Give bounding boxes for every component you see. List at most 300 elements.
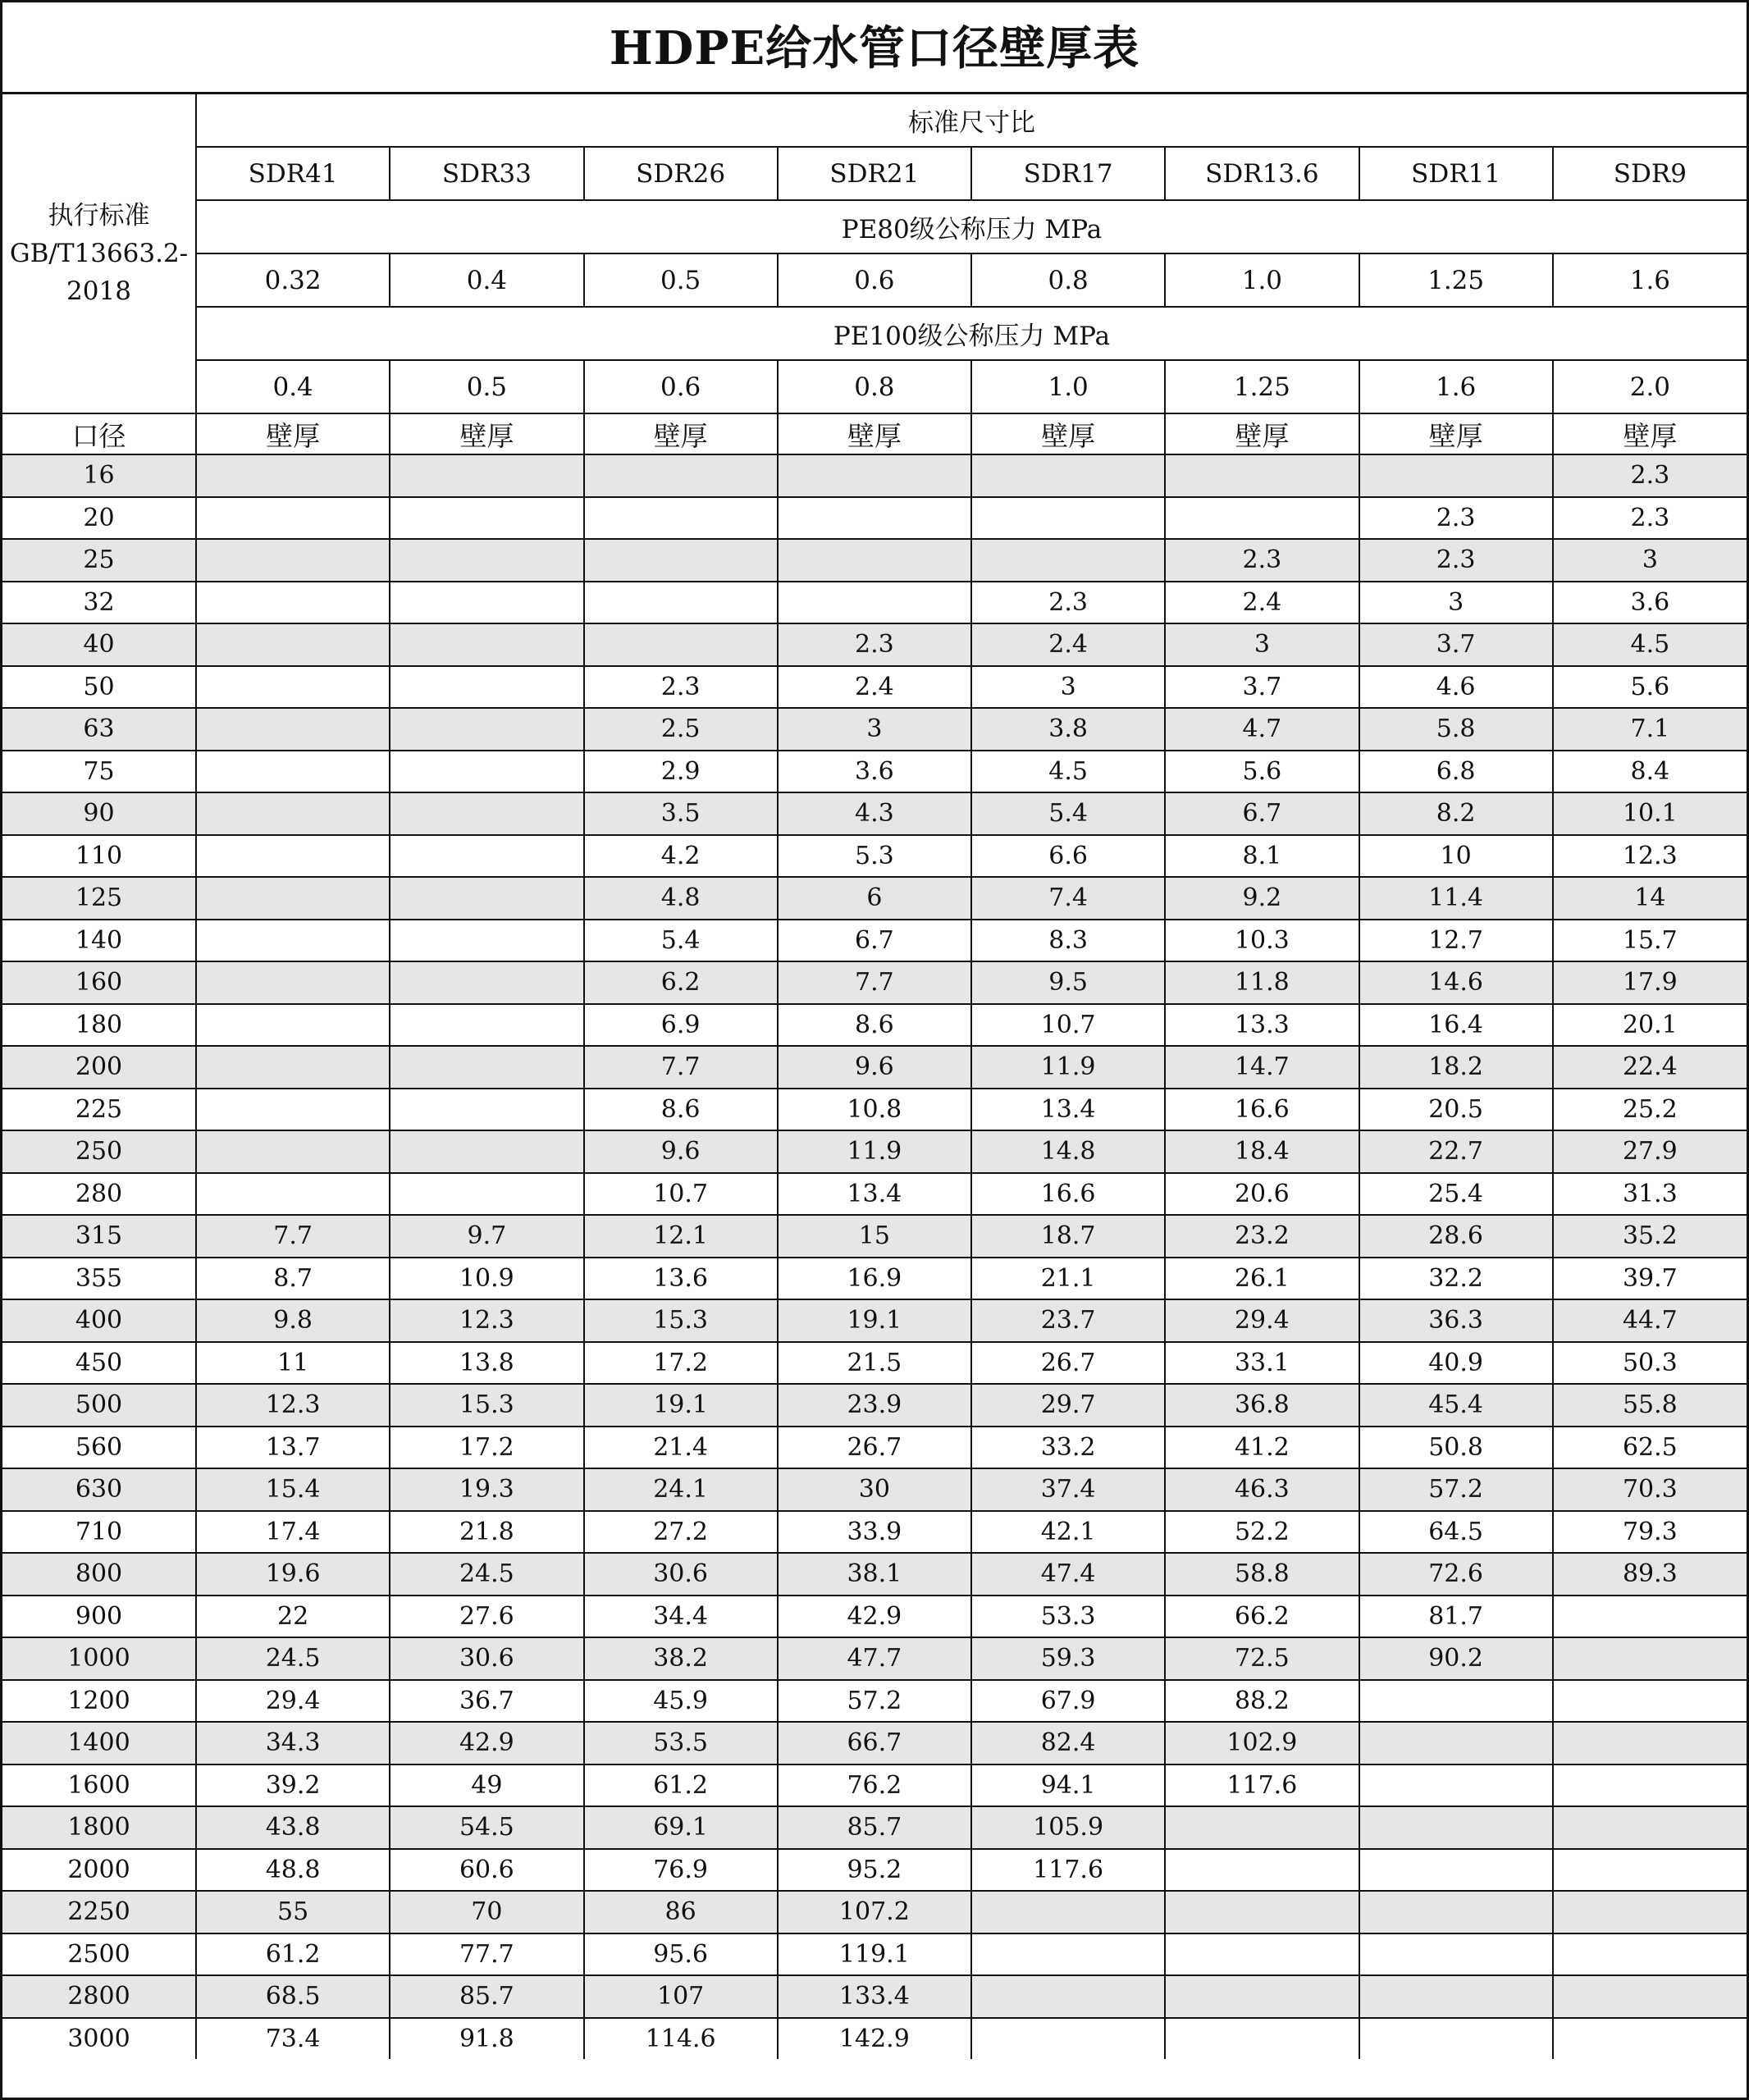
table-row	[2, 920, 1747, 962]
pe100-pressure-cell: 0.8	[778, 360, 971, 413]
thickness-cell: 2.3	[1553, 454, 1747, 497]
pe80-pressure-cell: 0.5	[584, 253, 778, 307]
thickness-cell: 8.4	[1553, 751, 1747, 793]
thickness-cell	[971, 539, 1165, 582]
table-row	[2, 623, 1747, 666]
thickness-cell: 22.7	[1359, 1130, 1553, 1173]
table-row	[2, 1468, 1747, 1511]
thickness-cell: 44.7	[1553, 1299, 1747, 1342]
thickness-cell	[584, 454, 778, 497]
thickness-cell: 82.4	[971, 1722, 1165, 1764]
thickness-cell	[196, 582, 390, 624]
thickness-cell: 3	[778, 708, 971, 751]
thickness-cell: 29.7	[971, 1384, 1165, 1427]
thickness-cell: 27.9	[1553, 1130, 1747, 1173]
thickness-cell: 117.6	[1165, 1764, 1359, 1807]
thickness-cell	[1359, 1849, 1553, 1892]
thickness-cell	[196, 708, 390, 751]
thickness-cell	[390, 751, 583, 793]
thickness-cell	[1553, 1764, 1747, 1807]
standard-cell	[2, 94, 196, 413]
thickness-cell: 23.2	[1165, 1215, 1359, 1258]
thickness-cell: 26.7	[971, 1342, 1165, 1385]
thickness-cell: 59.3	[971, 1637, 1165, 1680]
thickness-cell	[1165, 1891, 1359, 1933]
thickness-cell: 119.1	[778, 1933, 971, 1976]
table-row	[2, 961, 1747, 1004]
thickness-cell	[1553, 1975, 1747, 2018]
thickness-cell: 29.4	[196, 1680, 390, 1723]
thickness-cell: 19.6	[196, 1553, 390, 1596]
thickness-cell: 4.3	[778, 792, 971, 835]
thickness-cell: 9.5	[971, 961, 1165, 1004]
thickness-cell	[1553, 1891, 1747, 1933]
thickness-cell: 26.1	[1165, 1258, 1359, 1300]
table-row	[2, 1637, 1747, 1680]
pe100-row	[2, 360, 1747, 413]
diameter-cell: 500	[2, 1384, 196, 1427]
thickness-cell: 17.4	[196, 1511, 390, 1554]
diameter-label: 口径	[2, 413, 196, 454]
table-row	[2, 666, 1747, 709]
table-row	[2, 2018, 1747, 2060]
pe80-pressure-cell: 1.25	[1359, 253, 1553, 307]
thickness-cell	[196, 751, 390, 793]
sdr-group-row	[2, 94, 1747, 147]
thickness-cell: 2.4	[971, 623, 1165, 666]
thickness-cell: 45.4	[1359, 1384, 1553, 1427]
thickness-cell: 53.5	[584, 1722, 778, 1764]
thickness-cell	[390, 497, 583, 540]
thickness-cell: 88.2	[1165, 1680, 1359, 1723]
table-row	[2, 877, 1747, 920]
thickness-cell: 12.1	[584, 1215, 778, 1258]
thickness-cell: 30.6	[390, 1637, 583, 1680]
thickness-cell	[1165, 497, 1359, 540]
thickness-cell: 4.8	[584, 877, 778, 920]
table-row	[2, 1806, 1747, 1849]
thickness-cell: 107	[584, 1975, 778, 2018]
thickness-cell	[196, 877, 390, 920]
thickness-cell: 30.6	[584, 1553, 778, 1596]
table-row	[2, 1299, 1747, 1342]
thickness-cell: 27.2	[584, 1511, 778, 1554]
thickness-cell: 39.2	[196, 1764, 390, 1807]
thickness-cell: 10.9	[390, 1258, 583, 1300]
diameter-cell: 180	[2, 1004, 196, 1047]
thickness-cell: 27.6	[390, 1596, 583, 1638]
thickness-label: 壁厚	[1359, 413, 1553, 454]
pe80-pressure-cell: 0.8	[971, 253, 1165, 307]
thickness-cell: 17.2	[584, 1342, 778, 1385]
thickness-cell: 2.3	[584, 666, 778, 709]
thickness-cell	[1165, 454, 1359, 497]
page-title: HDPE给水管口径壁厚表	[2, 2, 1747, 94]
thickness-cell: 13.7	[196, 1427, 390, 1469]
thickness-cell	[971, 1891, 1165, 1933]
thickness-cell: 57.2	[778, 1680, 971, 1723]
thickness-cell: 94.1	[971, 1764, 1165, 1807]
diameter-cell: 800	[2, 1553, 196, 1596]
table-row	[2, 1384, 1747, 1427]
thickness-cell: 114.6	[584, 2018, 778, 2060]
thickness-cell	[1359, 1722, 1553, 1764]
thickness-cell	[390, 582, 583, 624]
thickness-cell: 16.4	[1359, 1004, 1553, 1047]
diameter-cell: 63	[2, 708, 196, 751]
thickness-cell: 2.3	[1359, 497, 1553, 540]
table-row	[2, 1680, 1747, 1723]
thickness-cell	[196, 454, 390, 497]
table-row	[2, 1553, 1747, 1596]
thickness-cell	[390, 623, 583, 666]
diameter-cell: 1400	[2, 1722, 196, 1764]
diameter-cell: 32	[2, 582, 196, 624]
thickness-cell: 40.9	[1359, 1342, 1553, 1385]
thickness-cell: 11.4	[1359, 877, 1553, 920]
thickness-cell: 67.9	[971, 1680, 1165, 1723]
thickness-cell: 18.2	[1359, 1046, 1553, 1089]
pe80-pressure-cell: 0.32	[196, 253, 390, 307]
thickness-cell: 2.3	[1359, 539, 1553, 582]
pe80-label-row	[2, 200, 1747, 253]
thickness-cell	[1553, 1933, 1747, 1976]
thickness-cell: 16.6	[971, 1173, 1165, 1216]
pe100-label: PE100级公称压力 MPa	[196, 307, 1747, 360]
thickness-label: 壁厚	[1165, 413, 1359, 454]
thickness-cell: 13.3	[1165, 1004, 1359, 1047]
diameter-cell: 160	[2, 961, 196, 1004]
thickness-cell: 85.7	[390, 1975, 583, 2018]
thickness-cell: 3	[1359, 582, 1553, 624]
diameter-cell: 40	[2, 623, 196, 666]
thickness-cell	[196, 1046, 390, 1089]
thickness-cell	[1165, 1849, 1359, 1892]
thickness-cell	[390, 454, 583, 497]
thickness-cell	[971, 454, 1165, 497]
thickness-cell: 7.4	[971, 877, 1165, 920]
thickness-label: 壁厚	[778, 413, 971, 454]
thickness-cell: 25.4	[1359, 1173, 1553, 1216]
thickness-cell: 19.1	[778, 1299, 971, 1342]
thickness-cell: 41.2	[1165, 1427, 1359, 1469]
pe100-pressure-cell: 1.6	[1359, 360, 1553, 413]
thickness-cell	[778, 497, 971, 540]
thickness-cell: 70.3	[1553, 1468, 1747, 1511]
table-row	[2, 792, 1747, 835]
thickness-label: 壁厚	[390, 413, 583, 454]
sdr-cell: SDR26	[584, 147, 778, 200]
pe100-pressure-cell: 0.6	[584, 360, 778, 413]
thickness-cell: 10.7	[971, 1004, 1165, 1047]
sdr-cell: SDR9	[1553, 147, 1747, 200]
thickness-cell	[1553, 1596, 1747, 1638]
thickness-cell: 6	[778, 877, 971, 920]
thickness-cell: 66.7	[778, 1722, 971, 1764]
thickness-cell: 30	[778, 1468, 971, 1511]
thickness-cell: 2.9	[584, 751, 778, 793]
table-row	[2, 1764, 1747, 1807]
thickness-cell: 18.4	[1165, 1130, 1359, 1173]
thickness-cell: 33.9	[778, 1511, 971, 1554]
standard-code: GB/T13663.2-	[9, 239, 189, 268]
thickness-cell: 13.4	[778, 1173, 971, 1216]
table-row	[2, 835, 1747, 878]
thickness-cell	[390, 877, 583, 920]
table-row	[2, 497, 1747, 540]
thickness-cell: 15.7	[1553, 920, 1747, 962]
thickness-cell: 16.6	[1165, 1089, 1359, 1131]
thickness-cell: 24.5	[196, 1637, 390, 1680]
diameter-cell: 2000	[2, 1849, 196, 1892]
thickness-cell: 64.5	[1359, 1511, 1553, 1554]
table-row	[2, 751, 1747, 793]
diameter-cell: 450	[2, 1342, 196, 1385]
thickness-cell: 12.3	[1553, 835, 1747, 878]
thickness-cell: 16.9	[778, 1258, 971, 1300]
thickness-cell: 4.7	[1165, 708, 1359, 751]
diameter-cell: 710	[2, 1511, 196, 1554]
thickness-cell: 91.8	[390, 2018, 583, 2060]
diameter-cell: 200	[2, 1046, 196, 1089]
thickness-cell	[1359, 1806, 1553, 1849]
thickness-cell	[584, 582, 778, 624]
thickness-cell	[196, 792, 390, 835]
thickness-cell: 19.3	[390, 1468, 583, 1511]
thickness-cell	[778, 454, 971, 497]
thickness-cell	[196, 666, 390, 709]
table-row	[2, 1891, 1747, 1933]
thickness-cell: 38.2	[584, 1637, 778, 1680]
thickness-cell: 45.9	[584, 1680, 778, 1723]
pe80-pressure-cell: 1.0	[1165, 253, 1359, 307]
thickness-cell: 31.3	[1553, 1173, 1747, 1216]
thickness-cell: 9.2	[1165, 877, 1359, 920]
thickness-cell: 5.3	[778, 835, 971, 878]
pe100-pressure-cell: 2.0	[1553, 360, 1747, 413]
table-row	[2, 708, 1747, 751]
thickness-cell: 7.7	[196, 1215, 390, 1258]
thickness-cell	[1553, 1849, 1747, 1892]
thickness-cell: 10.8	[778, 1089, 971, 1131]
thickness-cell: 6.2	[584, 961, 778, 1004]
diameter-cell: 3000	[2, 2018, 196, 2060]
thickness-cell	[584, 539, 778, 582]
thickness-cell: 72.6	[1359, 1553, 1553, 1596]
thickness-cell	[1553, 1637, 1747, 1680]
thickness-cell	[196, 1004, 390, 1047]
thickness-cell	[971, 1933, 1165, 1976]
thickness-cell: 4.5	[971, 751, 1165, 793]
thickness-cell: 3.6	[778, 751, 971, 793]
thickness-cell: 3	[1165, 623, 1359, 666]
thickness-cell: 62.5	[1553, 1427, 1747, 1469]
thickness-cell: 6.6	[971, 835, 1165, 878]
thickness-cell: 32.2	[1359, 1258, 1553, 1300]
thickness-cell: 10.3	[1165, 920, 1359, 962]
pe100-pressure-cell: 0.4	[196, 360, 390, 413]
thickness-cell	[390, 920, 583, 962]
thickness-cell: 22	[196, 1596, 390, 1638]
thickness-cell: 20.1	[1553, 1004, 1747, 1047]
thickness-cell: 35.2	[1553, 1215, 1747, 1258]
table-row	[2, 1004, 1747, 1047]
thickness-cell: 90.2	[1359, 1637, 1553, 1680]
thickness-cell: 53.3	[971, 1596, 1165, 1638]
thickness-cell: 25.2	[1553, 1089, 1747, 1131]
thickness-cell: 76.2	[778, 1764, 971, 1807]
thickness-cell	[196, 1089, 390, 1131]
thickness-cell: 28.6	[1359, 1215, 1553, 1258]
table-row	[2, 582, 1747, 624]
diameter-cell: 75	[2, 751, 196, 793]
thickness-cell: 2.3	[778, 623, 971, 666]
thickness-cell: 23.9	[778, 1384, 971, 1427]
thickness-cell	[390, 792, 583, 835]
thickness-cell: 18.7	[971, 1215, 1165, 1258]
thickness-cell: 7.7	[584, 1046, 778, 1089]
thickness-cell: 8.6	[584, 1089, 778, 1131]
diameter-cell: 250	[2, 1130, 196, 1173]
thickness-cell: 4.5	[1553, 623, 1747, 666]
thickness-cell: 13.6	[584, 1258, 778, 1300]
table-row	[2, 1722, 1747, 1764]
thickness-cell	[196, 623, 390, 666]
thickness-cell	[1359, 454, 1553, 497]
thickness-cell	[1359, 1764, 1553, 1807]
diameter-cell: 315	[2, 1215, 196, 1258]
table-row	[2, 1933, 1747, 1976]
thickness-cell: 36.7	[390, 1680, 583, 1723]
diameter-cell: 560	[2, 1427, 196, 1469]
thickness-cell: 23.7	[971, 1299, 1165, 1342]
thickness-cell: 77.7	[390, 1933, 583, 1976]
table-row	[2, 1849, 1747, 1892]
thickness-cell	[390, 1046, 583, 1089]
thickness-cell: 49	[390, 1764, 583, 1807]
thickness-cell: 11.9	[778, 1130, 971, 1173]
thickness-cell: 34.3	[196, 1722, 390, 1764]
thickness-cell: 9.6	[584, 1130, 778, 1173]
pe80-row	[2, 253, 1747, 307]
thickness-cell: 95.2	[778, 1849, 971, 1892]
thickness-cell: 3.7	[1165, 666, 1359, 709]
thickness-cell: 5.4	[971, 792, 1165, 835]
thickness-cell: 85.7	[778, 1806, 971, 1849]
thickness-cell: 7.7	[778, 961, 971, 1004]
thickness-cell: 3	[1553, 539, 1747, 582]
diameter-cell: 2500	[2, 1933, 196, 1976]
thickness-cell	[390, 1089, 583, 1131]
thickness-cell: 36.3	[1359, 1299, 1553, 1342]
pe80-pressure-cell: 1.6	[1553, 253, 1747, 307]
pe100-pressure-cell: 0.5	[390, 360, 583, 413]
thickness-cell: 46.3	[1165, 1468, 1359, 1511]
table-row	[2, 1427, 1747, 1469]
thickness-cell	[1553, 1680, 1747, 1723]
thickness-cell: 3.6	[1553, 582, 1747, 624]
thickness-cell: 2.3	[1553, 497, 1747, 540]
thickness-cell: 6.7	[1165, 792, 1359, 835]
diameter-cell: 50	[2, 666, 196, 709]
diameter-cell: 630	[2, 1468, 196, 1511]
diameter-cell: 20	[2, 497, 196, 540]
thickness-cell	[971, 2018, 1165, 2060]
thickness-cell: 3.8	[971, 708, 1165, 751]
thickness-cell	[390, 539, 583, 582]
thickness-cell: 8.6	[778, 1004, 971, 1047]
table-row	[2, 454, 1747, 497]
thickness-label: 壁厚	[1553, 413, 1747, 454]
pe80-pressure-cell: 0.6	[778, 253, 971, 307]
thickness-cell: 14.6	[1359, 961, 1553, 1004]
table-row	[2, 1342, 1747, 1385]
thickness-cell	[1359, 1933, 1553, 1976]
thickness-cell: 50.8	[1359, 1427, 1553, 1469]
thickness-cell: 61.2	[584, 1764, 778, 1807]
thickness-cell	[1359, 1680, 1553, 1723]
thickness-cell: 11.8	[1165, 961, 1359, 1004]
thickness-cell: 55.8	[1553, 1384, 1747, 1427]
diameter-cell: 25	[2, 539, 196, 582]
diameter-cell: 900	[2, 1596, 196, 1638]
sdr-row	[2, 147, 1747, 200]
thickness-cell: 17.2	[390, 1427, 583, 1469]
thickness-cell: 9.8	[196, 1299, 390, 1342]
thickness-cell: 2.4	[778, 666, 971, 709]
thickness-cell: 5.4	[584, 920, 778, 962]
thickness-cell	[1165, 1806, 1359, 1849]
thickness-cell: 107.2	[778, 1891, 971, 1933]
thickness-cell	[1359, 1975, 1553, 2018]
thickness-cell	[390, 1004, 583, 1047]
thickness-cell: 12.3	[390, 1299, 583, 1342]
thickness-cell: 26.7	[778, 1427, 971, 1469]
thickness-cell: 10.1	[1553, 792, 1747, 835]
thickness-cell: 81.7	[1359, 1596, 1553, 1638]
diameter-cell: 140	[2, 920, 196, 962]
thickness-cell	[1165, 1933, 1359, 1976]
thickness-cell: 133.4	[778, 1975, 971, 2018]
thickness-cell: 2.3	[971, 582, 1165, 624]
thickness-cell: 70	[390, 1891, 583, 1933]
thickness-cell: 11	[196, 1342, 390, 1385]
diameter-cell: 2800	[2, 1975, 196, 2018]
thickness-cell: 7.1	[1553, 708, 1747, 751]
thickness-cell	[778, 539, 971, 582]
thickness-cell	[1553, 2018, 1747, 2060]
thickness-cell: 36.8	[1165, 1384, 1359, 1427]
thickness-cell: 17.9	[1553, 961, 1747, 1004]
thickness-cell: 6.9	[584, 1004, 778, 1047]
thickness-label: 壁厚	[196, 413, 390, 454]
thickness-cell	[778, 582, 971, 624]
thickness-cell: 89.3	[1553, 1553, 1747, 1596]
table-row	[2, 1089, 1747, 1131]
thickness-cell	[390, 961, 583, 1004]
diameter-cell: 1600	[2, 1764, 196, 1807]
thickness-cell: 73.4	[196, 2018, 390, 2060]
sdr-cell: SDR21	[778, 147, 971, 200]
diameter-cell: 1200	[2, 1680, 196, 1723]
thickness-cell	[584, 497, 778, 540]
thickness-cell: 10.7	[584, 1173, 778, 1216]
thickness-cell: 9.7	[390, 1215, 583, 1258]
diameter-cell: 1800	[2, 1806, 196, 1849]
thickness-cell	[196, 835, 390, 878]
sdr-group-label: 标准尺寸比	[196, 94, 1747, 147]
thickness-cell	[1359, 1891, 1553, 1933]
